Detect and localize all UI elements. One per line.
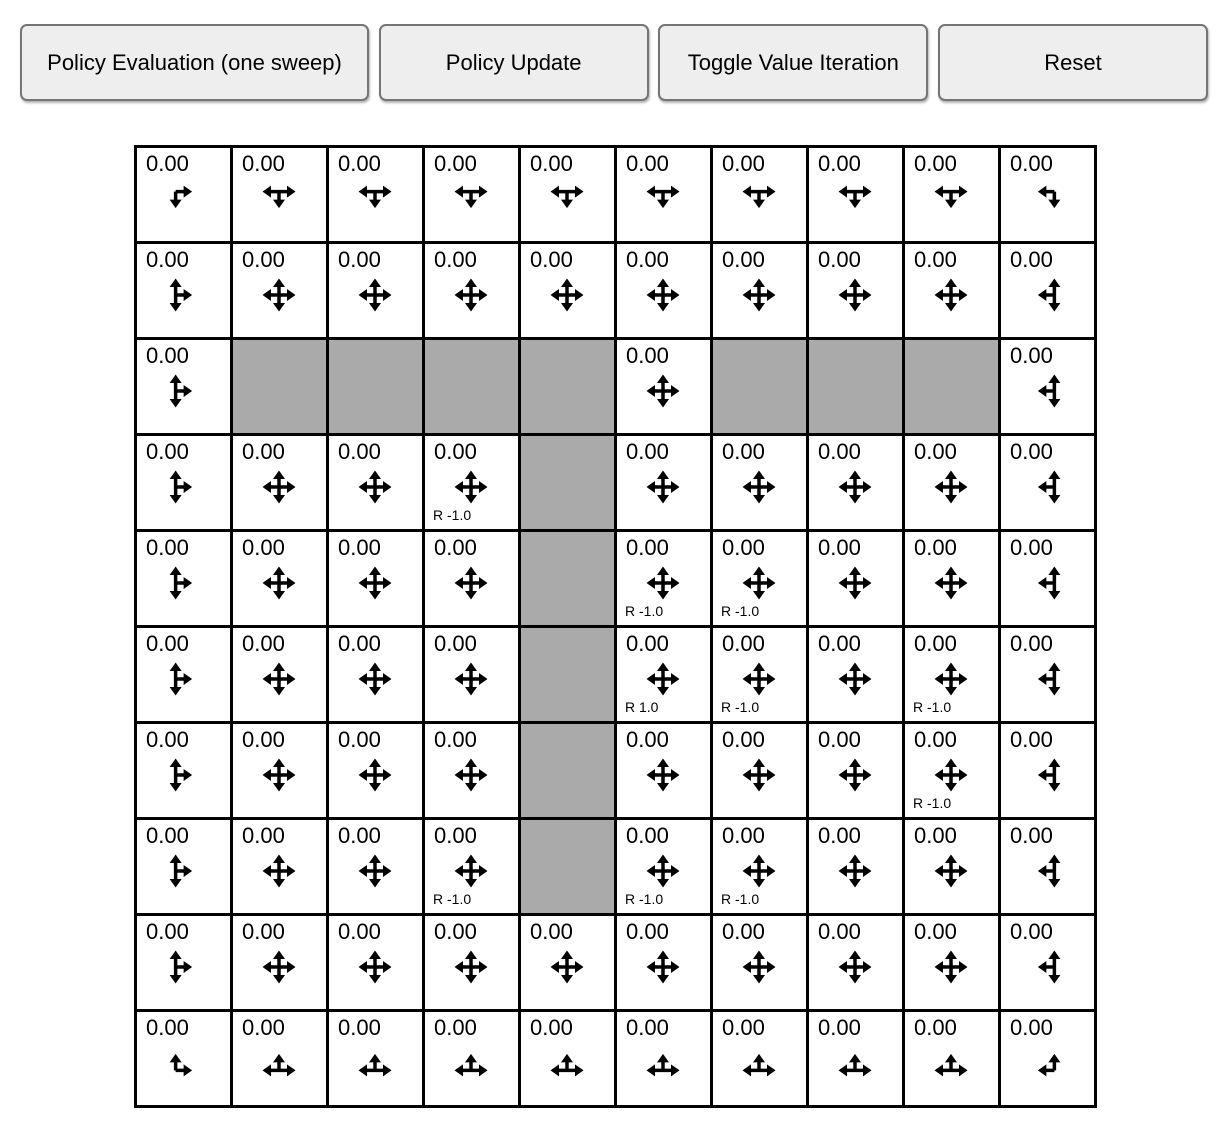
- grid-cell: [425, 436, 521, 532]
- cell-value: 0.00: [434, 919, 477, 944]
- grid-cell: [521, 1012, 617, 1108]
- grid-cell: [137, 820, 233, 916]
- policy-arrows-icon: [1025, 273, 1069, 317]
- wall-cell: [521, 628, 617, 724]
- policy-arrows-icon: [353, 561, 397, 605]
- cell-value: 0.00: [626, 919, 669, 944]
- policy-arrows-icon: [929, 753, 973, 797]
- grid-cell: [425, 148, 521, 244]
- cell-value: 0.00: [818, 1015, 861, 1040]
- policy-arrows-icon: [257, 561, 301, 605]
- policy-arrows-icon: [1025, 657, 1069, 701]
- cell-value: 0.00: [1010, 151, 1053, 176]
- policy-arrows-icon: [833, 465, 877, 509]
- grid-cell: [233, 916, 329, 1012]
- policy-arrows-icon: [545, 1041, 589, 1085]
- cell-value: 0.00: [434, 727, 477, 752]
- grid-cell: [425, 532, 521, 628]
- policy-arrows-icon: [929, 1041, 973, 1085]
- grid-cell: [905, 436, 1001, 532]
- policy-arrows-icon: [641, 177, 685, 221]
- cell-value: 0.00: [242, 823, 285, 848]
- policy-arrows-icon: [737, 561, 781, 605]
- grid-cell: [329, 628, 425, 724]
- policy-arrows-icon: [449, 561, 493, 605]
- policy-arrows-icon: [833, 177, 877, 221]
- wall-cell: [905, 340, 1001, 436]
- cell-value: 0.00: [914, 439, 957, 464]
- policy-arrows-icon: [833, 753, 877, 797]
- cell-value: 0.00: [242, 535, 285, 560]
- policy-arrows-icon: [161, 657, 205, 701]
- policy-arrows-icon: [929, 657, 973, 701]
- policy-arrows-icon: [737, 753, 781, 797]
- policy-arrows-icon: [257, 945, 301, 989]
- policy-arrows-icon: [641, 369, 685, 413]
- grid-cell: [713, 532, 809, 628]
- cell-value: 0.00: [242, 247, 285, 272]
- policy-arrows-icon: [257, 753, 301, 797]
- cell-value: 0.00: [338, 919, 381, 944]
- cell-value: 0.00: [626, 247, 669, 272]
- cell-value: 0.00: [338, 823, 381, 848]
- policy-arrows-icon: [737, 177, 781, 221]
- cell-value: 0.00: [1010, 631, 1053, 656]
- cell-value: 0.00: [1010, 535, 1053, 560]
- cell-reward: R -1.0: [433, 891, 472, 907]
- grid-cell: [1001, 724, 1097, 820]
- grid-cell: [137, 1012, 233, 1108]
- cell-value: 0.00: [626, 535, 669, 560]
- policy-arrows-icon: [257, 657, 301, 701]
- policy-arrows-icon: [161, 465, 205, 509]
- cell-reward: R -1.0: [433, 507, 472, 523]
- grid-cell: [809, 148, 905, 244]
- cell-value: 0.00: [146, 439, 189, 464]
- grid-cell: [233, 436, 329, 532]
- grid-cell: [713, 724, 809, 820]
- policy-arrows-icon: [1025, 369, 1069, 413]
- cell-value: 0.00: [146, 727, 189, 752]
- grid-cell: [137, 628, 233, 724]
- cell-value: 0.00: [242, 631, 285, 656]
- cell-value: 0.00: [338, 439, 381, 464]
- policy-arrows-icon: [449, 465, 493, 509]
- wall-cell: [521, 724, 617, 820]
- grid-cell: [809, 916, 905, 1012]
- cell-value: 0.00: [626, 631, 669, 656]
- policy-arrows-icon: [161, 945, 205, 989]
- cell-value: 0.00: [146, 631, 189, 656]
- cell-value: 0.00: [242, 919, 285, 944]
- gridworld-canvas[interactable]: [134, 145, 1097, 1108]
- grid-cell: [1001, 436, 1097, 532]
- policy-arrows-icon: [641, 849, 685, 893]
- policy-arrows-icon: [929, 465, 973, 509]
- grid-cell: [329, 148, 425, 244]
- toolbar: [20, 24, 1208, 101]
- grid-cell: [809, 436, 905, 532]
- grid-cell: [137, 148, 233, 244]
- grid-cell: [137, 532, 233, 628]
- cell-value: 0.00: [242, 1015, 285, 1040]
- policy-arrows-icon: [833, 561, 877, 605]
- grid-cell: [521, 916, 617, 1012]
- policy-arrows-icon: [1025, 753, 1069, 797]
- grid-cell: [233, 1012, 329, 1108]
- policy-arrows-icon: [641, 273, 685, 317]
- policy-arrows-icon: [161, 369, 205, 413]
- wall-cell: [521, 820, 617, 916]
- policy-arrows-icon: [545, 273, 589, 317]
- policy-arrows-icon: [161, 273, 205, 317]
- policy-arrows-icon: [833, 657, 877, 701]
- policy-arrows-icon: [545, 945, 589, 989]
- grid-cell: [137, 916, 233, 1012]
- cell-value: 0.00: [626, 343, 669, 368]
- policy-arrows-icon: [353, 1041, 397, 1085]
- policy-arrows-icon: [1025, 945, 1069, 989]
- grid-cell: [905, 820, 1001, 916]
- grid-cell: [617, 628, 713, 724]
- cell-reward: R -1.0: [721, 891, 760, 907]
- grid-cell: [329, 244, 425, 340]
- cell-value: 0.00: [242, 439, 285, 464]
- cell-value: 0.00: [434, 535, 477, 560]
- policy-arrows-icon: [353, 753, 397, 797]
- policy-arrows-icon: [833, 273, 877, 317]
- cell-value: 0.00: [146, 247, 189, 272]
- grid-cell: [1001, 820, 1097, 916]
- cell-value: 0.00: [530, 151, 573, 176]
- grid-cell: [905, 628, 1001, 724]
- grid-cell: [905, 148, 1001, 244]
- policy-arrows-icon: [641, 1041, 685, 1085]
- grid-cell: [617, 244, 713, 340]
- reset-button[interactable]: Reset: [938, 24, 1208, 101]
- policy-arrows-icon: [641, 465, 685, 509]
- cell-value: 0.00: [914, 535, 957, 560]
- cell-value: 0.00: [1010, 343, 1053, 368]
- cell-value: 0.00: [722, 823, 765, 848]
- wall-cell: [521, 340, 617, 436]
- cell-value: 0.00: [146, 535, 189, 560]
- policy-arrows-icon: [161, 177, 205, 221]
- grid-cell: [617, 532, 713, 628]
- policy-arrows-icon: [1025, 849, 1069, 893]
- cell-value: 0.00: [1010, 247, 1053, 272]
- cell-value: 0.00: [818, 631, 861, 656]
- grid-cell: [713, 244, 809, 340]
- grid-cell: [329, 532, 425, 628]
- cell-value: 0.00: [434, 439, 477, 464]
- cell-value: 0.00: [1010, 1015, 1053, 1040]
- cell-value: 0.00: [914, 151, 957, 176]
- policy-arrows-icon: [1025, 177, 1069, 221]
- grid-cell: [617, 820, 713, 916]
- cell-value: 0.00: [530, 919, 573, 944]
- policy-arrows-icon: [353, 273, 397, 317]
- policy-arrows-icon: [641, 657, 685, 701]
- policy-arrows-icon: [545, 177, 589, 221]
- cell-value: 0.00: [818, 535, 861, 560]
- policy-arrows-icon: [257, 465, 301, 509]
- grid-cell: [425, 724, 521, 820]
- grid-cell: [137, 436, 233, 532]
- grid-cell: [809, 532, 905, 628]
- grid-cell: [809, 724, 905, 820]
- cell-value: 0.00: [914, 247, 957, 272]
- grid-cell: [521, 148, 617, 244]
- policy-arrows-icon: [161, 1041, 205, 1085]
- cell-value: 0.00: [626, 151, 669, 176]
- wall-cell: [425, 340, 521, 436]
- cell-value: 0.00: [1010, 919, 1053, 944]
- grid-cell: [137, 724, 233, 820]
- policy-arrows-icon: [449, 945, 493, 989]
- policy-arrows-icon: [449, 177, 493, 221]
- policy-arrows-icon: [833, 849, 877, 893]
- cell-reward: R -1.0: [913, 795, 952, 811]
- grid-cell: [329, 436, 425, 532]
- cell-value: 0.00: [1010, 439, 1053, 464]
- grid-cell: [617, 724, 713, 820]
- policy-arrows-icon: [641, 561, 685, 605]
- grid-cell: [425, 820, 521, 916]
- grid-cell: [1001, 148, 1097, 244]
- cell-value: 0.00: [1010, 823, 1053, 848]
- policy-arrows-icon: [737, 945, 781, 989]
- cell-reward: R 1.0: [625, 699, 659, 715]
- policy-arrows-icon: [929, 273, 973, 317]
- policy-arrows-icon: [449, 657, 493, 701]
- cell-value: 0.00: [146, 823, 189, 848]
- grid-cell: [425, 628, 521, 724]
- cell-value: 0.00: [242, 151, 285, 176]
- grid-cell: [425, 1012, 521, 1108]
- policy-arrows-icon: [353, 657, 397, 701]
- policy-arrows-icon: [353, 465, 397, 509]
- grid-cell: [905, 532, 1001, 628]
- grid-cell: [809, 244, 905, 340]
- cell-value: 0.00: [818, 439, 861, 464]
- cell-value: 0.00: [818, 727, 861, 752]
- grid-cell: [233, 148, 329, 244]
- cell-value: 0.00: [722, 919, 765, 944]
- cell-value: 0.00: [530, 247, 573, 272]
- grid-cell: [713, 148, 809, 244]
- policy-arrows-icon: [737, 849, 781, 893]
- policy-arrows-icon: [449, 849, 493, 893]
- policy-arrows-icon: [1025, 465, 1069, 509]
- policy-arrows-icon: [257, 849, 301, 893]
- policy-arrows-icon: [737, 465, 781, 509]
- cell-value: 0.00: [146, 343, 189, 368]
- policy-arrows-icon: [641, 753, 685, 797]
- grid-cell: [809, 820, 905, 916]
- cell-value: 0.00: [338, 727, 381, 752]
- grid-cell: [713, 628, 809, 724]
- grid-cell: [713, 1012, 809, 1108]
- grid-cell: [809, 1012, 905, 1108]
- policy-evaluation-button[interactable]: Policy Evaluation (one sweep): [20, 24, 369, 101]
- grid-cell: [1001, 1012, 1097, 1108]
- cell-value: 0.00: [434, 631, 477, 656]
- cell-value: 0.00: [146, 919, 189, 944]
- grid-cell: [425, 244, 521, 340]
- cell-value: 0.00: [530, 1015, 573, 1040]
- policy-arrows-icon: [161, 849, 205, 893]
- grid-cell: [233, 628, 329, 724]
- policy-arrows-icon: [929, 561, 973, 605]
- policy-arrows-icon: [449, 1041, 493, 1085]
- grid-cell: [1001, 532, 1097, 628]
- grid-cell: [425, 916, 521, 1012]
- grid-cell: [233, 532, 329, 628]
- grid-cell: [617, 436, 713, 532]
- policy-arrows-icon: [833, 1041, 877, 1085]
- cell-value: 0.00: [722, 1015, 765, 1040]
- grid-cell: [137, 340, 233, 436]
- cell-reward: R -1.0: [913, 699, 952, 715]
- grid-cell: [905, 916, 1001, 1012]
- cell-value: 0.00: [914, 919, 957, 944]
- wall-cell: [329, 340, 425, 436]
- cell-value: 0.00: [146, 151, 189, 176]
- policy-arrows-icon: [257, 1041, 301, 1085]
- grid-cell: [713, 436, 809, 532]
- wall-cell: [809, 340, 905, 436]
- grid-cell: [1001, 916, 1097, 1012]
- cell-value: 0.00: [1010, 727, 1053, 752]
- grid-cell: [905, 244, 1001, 340]
- cell-value: 0.00: [338, 631, 381, 656]
- policy-arrows-icon: [641, 945, 685, 989]
- policy-arrows-icon: [929, 945, 973, 989]
- grid-cell: [905, 724, 1001, 820]
- cell-value: 0.00: [818, 919, 861, 944]
- grid-cell: [1001, 340, 1097, 436]
- cell-value: 0.00: [722, 247, 765, 272]
- cell-value: 0.00: [338, 151, 381, 176]
- cell-reward: R -1.0: [721, 699, 760, 715]
- policy-arrows-icon: [161, 753, 205, 797]
- cell-reward: R -1.0: [625, 603, 664, 619]
- cell-value: 0.00: [434, 823, 477, 848]
- grid-cell: [329, 820, 425, 916]
- wall-cell: [233, 340, 329, 436]
- cell-value: 0.00: [914, 823, 957, 848]
- grid-cell: [329, 916, 425, 1012]
- policy-arrows-icon: [161, 561, 205, 605]
- grid-cell: [617, 916, 713, 1012]
- policy-arrows-icon: [737, 657, 781, 701]
- cell-value: 0.00: [338, 535, 381, 560]
- cell-value: 0.00: [722, 439, 765, 464]
- cell-reward: R -1.0: [721, 603, 760, 619]
- cell-reward: R -1.0: [625, 891, 664, 907]
- cell-value: 0.00: [626, 727, 669, 752]
- cell-value: 0.00: [722, 151, 765, 176]
- policy-arrows-icon: [833, 945, 877, 989]
- wall-cell: [521, 436, 617, 532]
- policy-arrows-icon: [1025, 561, 1069, 605]
- grid-cell: [233, 820, 329, 916]
- grid-cell: [329, 724, 425, 820]
- policy-arrows-icon: [737, 1041, 781, 1085]
- cell-value: 0.00: [146, 1015, 189, 1040]
- cell-value: 0.00: [338, 247, 381, 272]
- grid-cell: [233, 244, 329, 340]
- cell-value: 0.00: [914, 1015, 957, 1040]
- policy-arrows-icon: [1025, 1041, 1069, 1085]
- grid-cell: [713, 820, 809, 916]
- cell-value: 0.00: [626, 1015, 669, 1040]
- cell-value: 0.00: [818, 247, 861, 272]
- policy-arrows-icon: [449, 273, 493, 317]
- cell-value: 0.00: [722, 727, 765, 752]
- cell-value: 0.00: [434, 247, 477, 272]
- cell-value: 0.00: [434, 151, 477, 176]
- grid-cell: [617, 148, 713, 244]
- cell-value: 0.00: [914, 727, 957, 752]
- grid-cell: [329, 1012, 425, 1108]
- policy-arrows-icon: [353, 849, 397, 893]
- cell-value: 0.00: [722, 535, 765, 560]
- cell-value: 0.00: [434, 1015, 477, 1040]
- grid-cell: [137, 244, 233, 340]
- grid-cell: [1001, 244, 1097, 340]
- cell-value: 0.00: [338, 1015, 381, 1040]
- policy-arrows-icon: [929, 849, 973, 893]
- cell-value: 0.00: [626, 823, 669, 848]
- policy-arrows-icon: [449, 753, 493, 797]
- policy-arrows-icon: [257, 273, 301, 317]
- cell-value: 0.00: [242, 727, 285, 752]
- cell-value: 0.00: [722, 631, 765, 656]
- grid-cell: [713, 916, 809, 1012]
- cell-value: 0.00: [818, 823, 861, 848]
- grid-cell: [521, 244, 617, 340]
- policy-arrows-icon: [353, 945, 397, 989]
- toggle-value-iteration-button[interactable]: Toggle Value Iteration: [658, 24, 928, 101]
- cell-value: 0.00: [626, 439, 669, 464]
- grid-cell: [617, 1012, 713, 1108]
- grid-cell: [233, 724, 329, 820]
- grid-cell: [1001, 628, 1097, 724]
- policy-arrows-icon: [257, 177, 301, 221]
- cell-value: 0.00: [914, 631, 957, 656]
- wall-cell: [713, 340, 809, 436]
- policy-update-button[interactable]: Policy Update: [379, 24, 649, 101]
- wall-cell: [521, 532, 617, 628]
- policy-arrows-icon: [929, 177, 973, 221]
- grid-cell: [905, 1012, 1001, 1108]
- policy-arrows-icon: [737, 273, 781, 317]
- cell-value: 0.00: [818, 151, 861, 176]
- grid-cell: [617, 340, 713, 436]
- grid-cell: [809, 628, 905, 724]
- policy-arrows-icon: [353, 177, 397, 221]
